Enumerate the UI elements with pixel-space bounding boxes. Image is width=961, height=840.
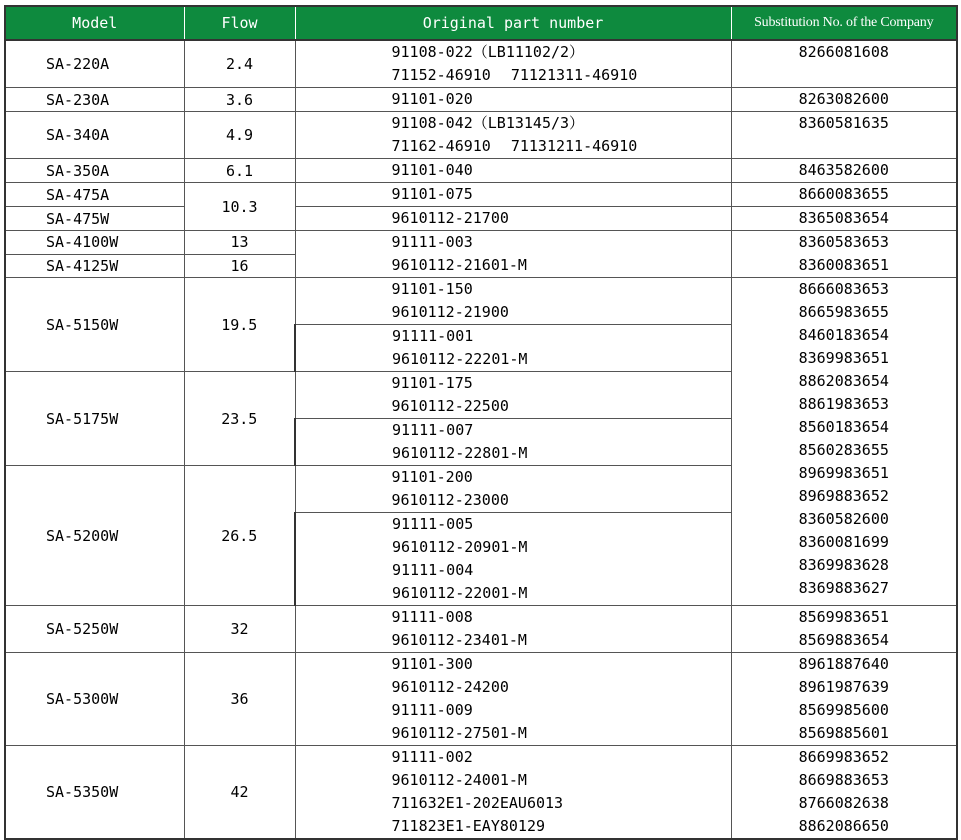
part-number: 91111-002 (391, 748, 473, 766)
part-number: 91111-005 (392, 515, 474, 533)
substitution-number: 8569983651 (798, 608, 889, 626)
substitution-number: 8360083651 (798, 256, 889, 274)
substitution-number: 8369983628 (798, 556, 889, 574)
substitution-number: 8463582600 (798, 161, 889, 179)
substitution-number: 8665983655 (798, 303, 889, 321)
flow-cell: 19.5 (184, 278, 295, 372)
substitution-cell (731, 183, 957, 207)
part-number-cell (295, 653, 731, 746)
model-cell: SA-5350W (5, 746, 184, 840)
part-number-cell (295, 88, 731, 112)
substitution-cell (731, 88, 957, 112)
substitution-cell (731, 278, 957, 606)
substitution-number: 8365083654 (798, 209, 889, 227)
part-number: 9610112-22201-M (392, 350, 528, 368)
model-cell: SA-5200W (5, 466, 184, 606)
part-number: 9610112-20901-M (392, 538, 528, 556)
part-number-cell (295, 40, 731, 88)
flow-cell: 13 (184, 231, 295, 255)
part-number: 91111-003 (391, 233, 473, 251)
substitution-number: 8460183654 (798, 326, 889, 344)
substitution-number: 8861983653 (798, 395, 889, 413)
part-number: 9610112-21900 (391, 303, 509, 321)
substitution-number: 8266081608 (798, 43, 889, 61)
part-number: 91101-020 (391, 90, 473, 108)
part-number-cell (295, 419, 731, 466)
header-row (5, 6, 957, 40)
flow-cell: 3.6 (184, 88, 295, 112)
flow-cell: 36 (184, 653, 295, 746)
model-cell: SA-4100W (5, 231, 184, 255)
header-flow: Flow (184, 6, 295, 40)
model-cell: SA-5300W (5, 653, 184, 746)
model-cell: SA-340A (5, 112, 184, 159)
substitution-number: 8569885601 (798, 724, 889, 742)
part-number: 91101-300 (391, 655, 473, 673)
part-number: 91101-040 (391, 161, 473, 179)
part-number: 9610112-22500 (391, 397, 509, 415)
substitution-number: 8360583653 (798, 233, 889, 251)
parts-table (4, 5, 958, 840)
table-row (5, 88, 957, 112)
substitution-cell (731, 40, 957, 88)
part-number: 9610112-23401-M (391, 631, 527, 649)
substitution-number: 8360081699 (798, 533, 889, 551)
table-row (5, 207, 957, 231)
header-substitution-no: Substitution No. of the Company (731, 6, 957, 40)
model-cell: SA-350A (5, 159, 184, 183)
substitution-number: 8263082600 (798, 90, 889, 108)
substitution-number: 8666083653 (798, 280, 889, 298)
substitution-number: 8669883653 (798, 771, 889, 789)
part-number-cell (295, 231, 731, 278)
part-number: 9610112-27501-M (391, 724, 527, 742)
part-number-cell (295, 513, 731, 606)
substitution-number: 8969983651 (798, 464, 889, 482)
part-number-cell (295, 112, 731, 159)
flow-cell: 32 (184, 606, 295, 653)
substitution-number: 8862083654 (798, 372, 889, 390)
substitution-cell (731, 653, 957, 746)
flow-cell: 23.5 (184, 372, 295, 466)
part-number: 71152-46910 (391, 66, 491, 84)
part-number: 91111-009 (391, 701, 473, 719)
flow-cell: 4.9 (184, 112, 295, 159)
part-number: 91101-150 (391, 280, 473, 298)
part-number: 711823E1-EAY80129 (391, 817, 546, 835)
substitution-number: 8660083655 (798, 185, 889, 203)
substitution-cell (731, 746, 957, 840)
substitution-number: 8369883627 (798, 579, 889, 597)
part-number-cell (295, 159, 731, 183)
part-number-cell (295, 325, 731, 372)
part-number: 9610112-21700 (391, 209, 509, 227)
part-number-cell (295, 183, 731, 207)
part-number: 91101-075 (391, 185, 473, 203)
substitution-number: 8360581635 (798, 114, 889, 132)
header-original-part-number: Original part number (295, 6, 731, 40)
flow-cell: 10.3 (184, 183, 295, 231)
table-row (5, 159, 957, 183)
substitution-number: 8961887640 (798, 655, 889, 673)
model-cell: SA-230A (5, 88, 184, 112)
substitution-cell (731, 231, 957, 278)
table-row (5, 653, 957, 746)
substitution-number: 8369983651 (798, 349, 889, 367)
table-row (5, 606, 957, 653)
substitution-number: 8360582600 (798, 510, 889, 528)
table-row (5, 746, 957, 840)
table-row (5, 112, 957, 159)
part-number-cell (295, 207, 731, 231)
model-cell: SA-220A (5, 40, 184, 88)
part-number: 9610112-22801-M (392, 444, 528, 462)
part-number: 91101-175 (391, 374, 473, 392)
substitution-number: 8569883654 (798, 631, 889, 649)
substitution-number: 8969883652 (798, 487, 889, 505)
substitution-cell (731, 112, 957, 159)
table-row (5, 40, 957, 88)
flow-cell: 26.5 (184, 466, 295, 606)
part-number-cell (295, 466, 731, 513)
table-row (5, 231, 957, 255)
substitution-number: 8766082638 (798, 794, 889, 812)
part-number: 9610112-21601-M (391, 256, 527, 274)
substitution-cell (731, 606, 957, 653)
part-number: 9610112-23000 (391, 491, 509, 509)
part-number: 711632E1-202EAU6013 (391, 794, 564, 812)
substitution-number: 8569985600 (798, 701, 889, 719)
part-number-cell (295, 746, 731, 840)
part-number: 9610112-24200 (391, 678, 509, 696)
part-number: 91111-007 (392, 421, 474, 439)
flow-cell: 6.1 (184, 159, 295, 183)
substitution-number: 8961987639 (798, 678, 889, 696)
part-number: 71121311-46910 (510, 66, 638, 84)
part-number: 91111-001 (392, 327, 474, 345)
substitution-number: 8669983652 (798, 748, 889, 766)
flow-cell: 2.4 (184, 40, 295, 88)
model-cell: SA-4125W (5, 254, 184, 278)
substitution-cell (731, 159, 957, 183)
substitution-cell (731, 207, 957, 231)
substitution-number: 8862086650 (798, 817, 889, 835)
part-number: 9610112-22001-M (392, 584, 528, 602)
model-cell: SA-5250W (5, 606, 184, 653)
part-number-cell (295, 372, 731, 419)
parts-table-sheet (4, 5, 956, 835)
part-number: 71131211-46910 (510, 137, 638, 155)
model-cell: SA-5175W (5, 372, 184, 466)
part-number-cell (295, 606, 731, 653)
substitution-number: 8560283655 (798, 441, 889, 459)
part-number: 91111-004 (392, 561, 474, 579)
part-number: 91108-042（LB13145/3） (391, 114, 585, 132)
flow-cell: 16 (184, 254, 295, 278)
table-row (5, 183, 957, 207)
part-number: 91101-200 (391, 468, 473, 486)
model-cell: SA-5150W (5, 278, 184, 372)
part-number-cell (295, 278, 731, 325)
model-cell: SA-475W (5, 207, 184, 231)
part-number: 9610112-24001-M (391, 771, 527, 789)
table-row (5, 278, 957, 325)
part-number: 91108-022（LB11102/2） (391, 43, 585, 61)
header-model: Model (5, 6, 184, 40)
part-number: 71162-46910 (391, 137, 491, 155)
part-number: 91111-008 (391, 608, 473, 626)
model-cell: SA-475A (5, 183, 184, 207)
substitution-number: 8560183654 (798, 418, 889, 436)
flow-cell: 42 (184, 746, 295, 840)
